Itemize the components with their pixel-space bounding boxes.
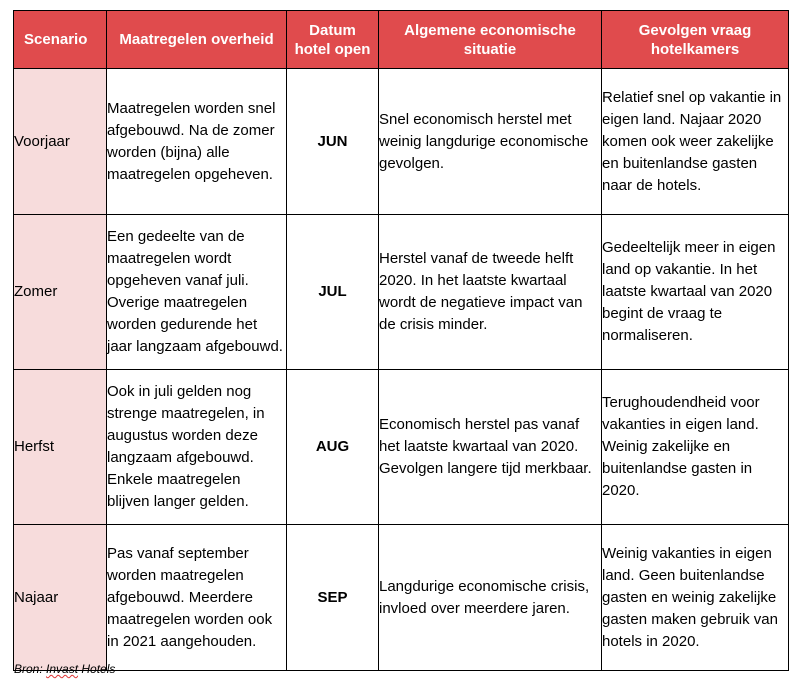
cell-economie: Langdurige economische crisis, invloed over meerdere jaren.: [379, 525, 602, 671]
header-economie: Algemene economische situatie: [379, 11, 602, 69]
table-row: [14, 69, 789, 215]
table-row: [14, 370, 789, 525]
header-maatregelen: Maatregelen overheid: [107, 11, 287, 69]
source-note: [14, 661, 115, 677]
cell-gevolgen: Terughoudendheid voor vakanties in eigen land. Weinig zakelijke en buitenlandse gasten in 2020.: [602, 370, 789, 525]
cell-economie: Herstel vanaf de tweede helft 2020. In het laatste kwartaal wordt de negatieve impact van de crisis minder.: [379, 215, 602, 370]
source-suffix: Hotels: [78, 662, 116, 676]
cell-gevolgen: Gedeeltelijk meer in eigen land op vakantie. In het laatste kwartaal van 2020 begint de vraag te normaliseren.: [602, 215, 789, 370]
cell-maatregelen: Pas vanaf september worden maatregelen afgebouwd. Meerdere maatregelen worden ook in 2021 aangehouden.: [107, 525, 287, 671]
cell-gevolgen: Weinig vakanties in eigen land. Geen buitenlandse gasten en weinig zakelijke gasten maken gebruik van hotels in 2020.: [602, 525, 789, 671]
cell-datum: JUN: [287, 69, 379, 215]
scenario-table: [13, 10, 789, 671]
cell-datum: AUG: [287, 370, 379, 525]
cell-economie: Economisch herstel pas vanaf het laatste kwartaal van 2020. Gevolgen langere tijd merkbaar.: [379, 370, 602, 525]
header-gevolgen: Gevolgen vraag hotelkamers: [602, 11, 789, 69]
header-datum: Datum hotel open: [287, 11, 379, 69]
cell-datum: SEP: [287, 525, 379, 671]
cell-scenario: Herfst: [14, 370, 107, 525]
header-scenario: Scenario: [14, 11, 107, 69]
cell-gevolgen: Relatief snel op vakantie in eigen land. Najaar 2020 komen ook weer zakelijke en buitenlandse gasten naar de hotels.: [602, 69, 789, 215]
cell-scenario: Zomer: [14, 215, 107, 370]
table-row: [14, 215, 789, 370]
cell-maatregelen: Maatregelen worden snel afgebouwd. Na de zomer worden (bijna) alle maatregelen opgeheven.: [107, 69, 287, 215]
cell-economie: Snel economisch herstel met weinig langdurige economische gevolgen.: [379, 69, 602, 215]
cell-datum: JUL: [287, 215, 379, 370]
cell-maatregelen: Ook in juli gelden nog strenge maatregelen, in augustus worden deze langzaam afgebouwd. Enkele maatregelen blijven langer gelden.: [107, 370, 287, 525]
source-name: Invast: [46, 662, 79, 676]
header-row: [14, 11, 789, 69]
cell-scenario: Voorjaar: [14, 69, 107, 215]
cell-maatregelen: Een gedeelte van de maatregelen wordt opgeheven vanaf juli. Overige maatregelen worden gedurende het jaar langzaam afgebouwd.: [107, 215, 287, 370]
table-row: [14, 525, 789, 671]
source-prefix: Bron:: [14, 662, 47, 676]
cell-scenario: Najaar: [14, 525, 107, 671]
